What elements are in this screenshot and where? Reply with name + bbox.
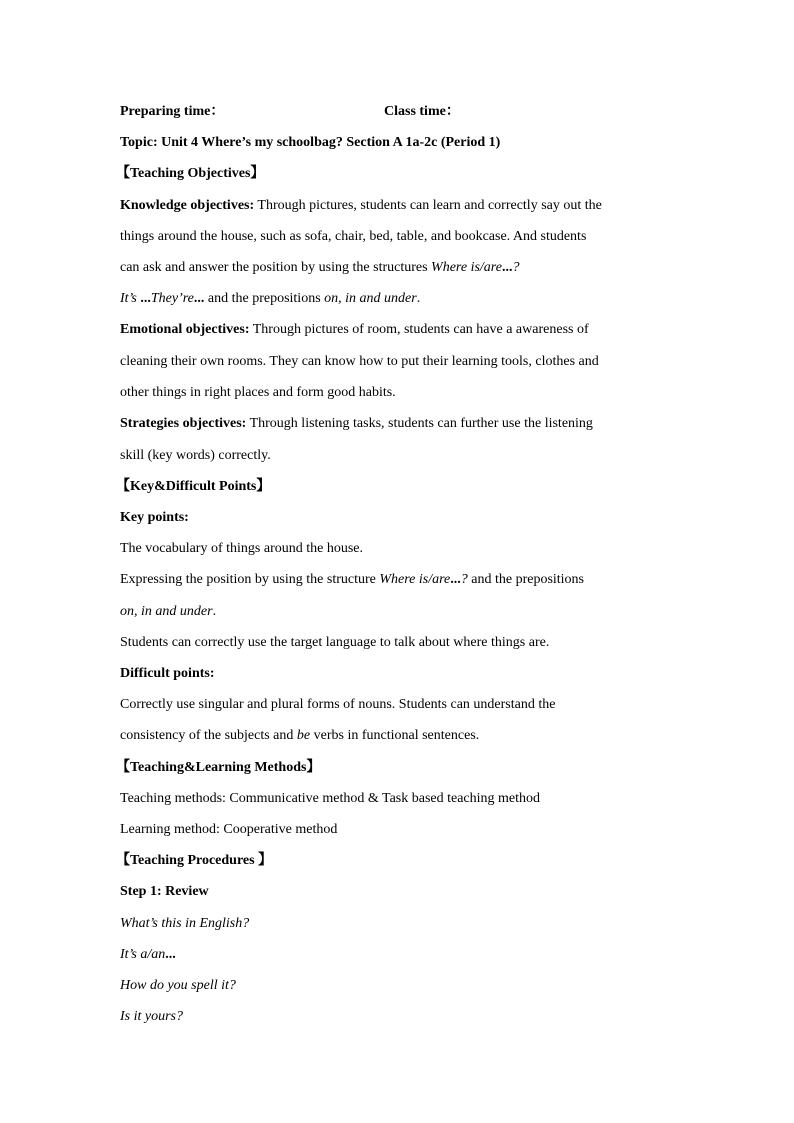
theyre-structure: They’re (150, 291, 194, 306)
knowledge-question-mark: ? (512, 260, 520, 275)
key-point-2-continued (120, 603, 216, 621)
theyre-ellipsis: ... (193, 291, 205, 306)
prepositions-text: and the prepositions (204, 291, 325, 306)
key-point-2-rest: and the prepositions (467, 572, 585, 587)
difficult-point-2-be: be (296, 728, 311, 743)
its-structure: It’s (120, 291, 141, 306)
knowledge-objectives-line-4 (120, 290, 420, 308)
difficult-point-2-rest: verbs in functional sentences. (310, 728, 480, 743)
methods-heading: 【Teaching&Learning Methods】 (116, 760, 321, 775)
key-point-2-ellipsis: ... (450, 572, 461, 587)
key-point-1: The vocabulary of things around the house. (120, 541, 363, 556)
its-ellipsis: ... (140, 291, 151, 306)
strategies-objectives-label: Strategies objectives: (120, 416, 247, 431)
emotional-objectives-line-1 (120, 321, 589, 339)
key-point-2-question-mark: ? (460, 572, 468, 587)
difficult-points-label: Difficult points: (120, 666, 215, 681)
strategies-objectives-line-2: skill (key words) correctly. (120, 448, 271, 463)
emotional-objectives-line-3: other things in right places and form good habits. (120, 385, 396, 400)
key-point-prepositions: on, in and under (120, 604, 213, 619)
step-1-title: Step 1: Review (120, 884, 209, 899)
key-point-period: . (212, 604, 217, 619)
knowledge-objectives-line-3 (120, 259, 519, 277)
key-points-label: Key points: (120, 510, 189, 525)
key-point-3: Students can correctly use the target language to talk about where things are. (120, 635, 550, 650)
knowledge-objectives-text: Through pictures, students can learn and correctly say out the (254, 198, 602, 213)
difficult-point-2 (120, 727, 479, 745)
preparing-time-text: Preparing time： (120, 104, 225, 119)
teaching-objectives-heading: 【Teaching Objectives】 (116, 166, 265, 181)
key-point-2-structure: Where is/are (379, 572, 451, 587)
review-question-3: Is it yours? (120, 1009, 183, 1024)
review-answer-text: It’s a/an (120, 947, 166, 962)
prepositions-list: on, in and under (324, 291, 417, 306)
class-time-text: Class time： (384, 104, 460, 119)
knowledge-ellipsis: ... (501, 260, 513, 275)
review-answer (120, 946, 176, 964)
knowledge-structure: Where is/are (431, 260, 502, 275)
review-question-2: How do you spell it? (120, 978, 236, 993)
difficult-point-2-text: consistency of the subjects and (120, 728, 297, 743)
strategies-objectives-line-1 (120, 415, 593, 433)
difficult-point-1: Correctly use singular and plural forms of nouns. Students can understand the (120, 697, 556, 712)
key-point-2-text: Expressing the position by using the structure (120, 572, 380, 587)
teaching-methods-line: Teaching methods: Communicative method & Task based teaching method (120, 791, 541, 806)
learning-method-line: Learning method: Cooperative method (120, 822, 338, 837)
review-answer-ellipsis: ... (165, 947, 176, 962)
key-difficult-heading: 【Key&Difficult Points】 (116, 479, 271, 494)
teaching-procedures-heading: 【Teaching Procedures 】 (116, 853, 273, 868)
strategies-objectives-text: Through listening tasks, students can further use the listening (246, 416, 593, 431)
class-time-label (384, 103, 460, 121)
emotional-objectives-label: Emotional objectives: (120, 322, 250, 337)
knowledge-objectives-label: Knowledge objectives: (120, 198, 255, 213)
period: . (416, 291, 421, 306)
emotional-objectives-line-2: cleaning their own rooms. They can know how to put their learning tools, clothes and (120, 354, 599, 369)
key-point-2 (120, 571, 584, 589)
emotional-objectives-text: Through pictures of room, students can have a awareness of (249, 322, 589, 337)
preparing-time-label (120, 103, 224, 121)
knowledge-text-3: can ask and answer the position by using the structures (120, 260, 432, 275)
knowledge-objectives-line-1 (120, 197, 602, 215)
topic-line: Topic: Unit 4 Where’s my schoolbag? Section A 1a-2c (Period 1) (120, 135, 501, 150)
knowledge-objectives-line-2: things around the house, such as sofa, chair, bed, table, and bookcase. And students (120, 229, 587, 244)
review-question-1: What’s this in English? (120, 916, 250, 931)
